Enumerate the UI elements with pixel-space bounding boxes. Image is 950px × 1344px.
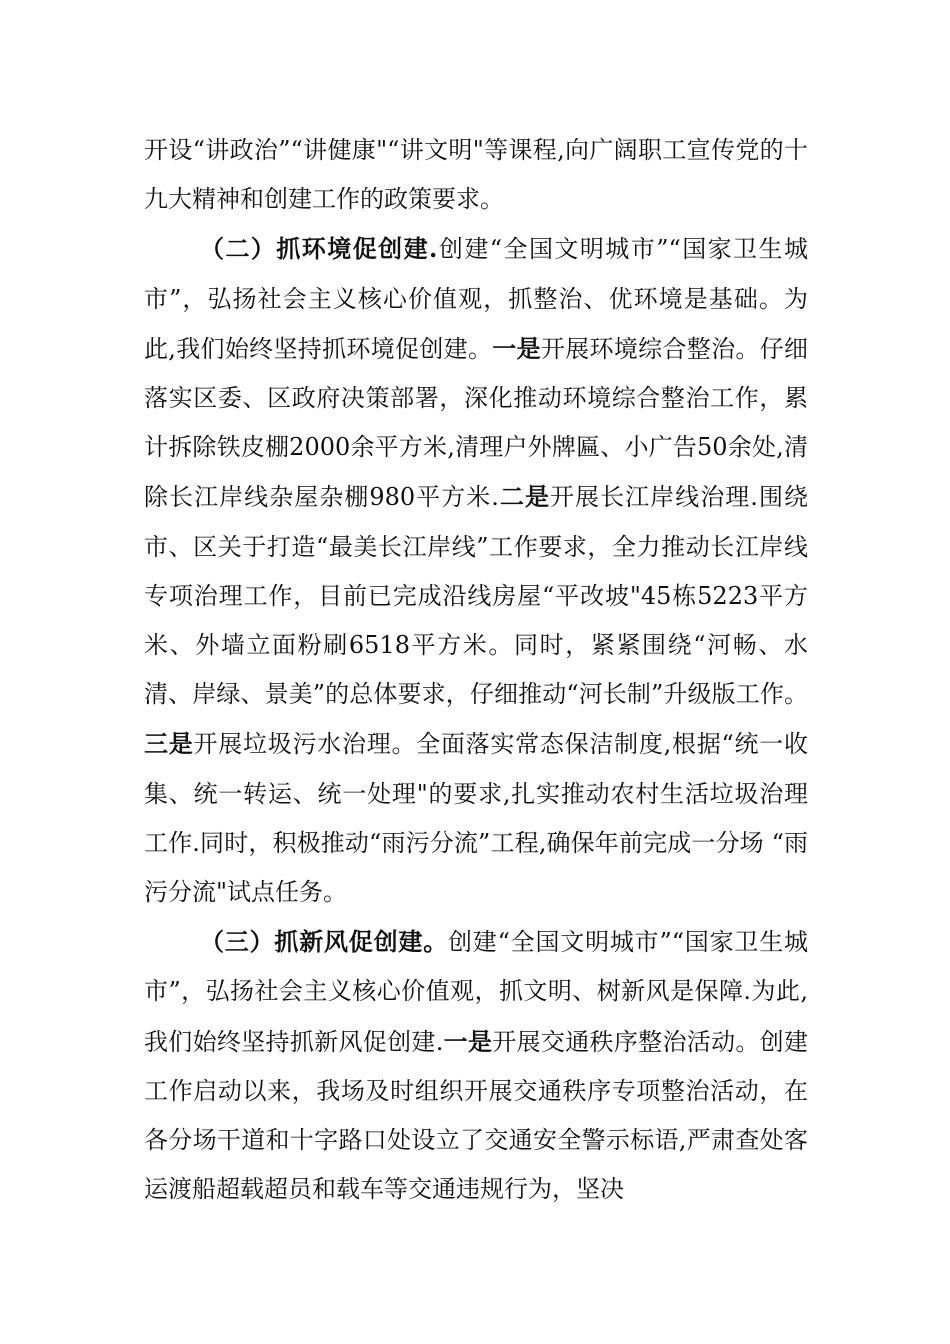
paragraph-3-text: 开展交通秩序整治活动。创建工作启动以来，我场及时组织开展交通秩序专项整治活动，在各分场干道和十字路口处设立了交通安全警示标语,严肃查处客运渡船超载超员和载车等交通违规行为，坚决: [144, 1027, 808, 1204]
item-marker-3: 三是: [144, 729, 194, 759]
paragraph-1-text: 开设“讲政治”“讲健康"“讲文明"等课程,向广阔职工宣传党的十九大精神和创建工作的政策要求。: [144, 136, 808, 214]
item-marker-1: 一是: [492, 333, 541, 363]
section-heading-3: （三）抓新风促创建。: [200, 927, 448, 957]
item-marker-1: 一是: [443, 1026, 493, 1056]
paragraph-2-text: 开展长江岸线治理.围绕市、区关于打造“最美长江岸线”工作要求，全力推动长江岸线专项治理工作，目前已完成沿线房屋“平改坡"45栋5223平方米、外墙立面粉刷6518平方米。同时，紧紧围绕“河畅、水清、岸绿、景美”的总体要求，仔细推动“河长制”升级版工作。: [144, 483, 808, 709]
paragraph-1: [144, 126, 808, 224]
paragraph-3-text: 创建“全国文明城市”“国家卫生城市”，弘扬社会主义核心价值观，抓文明、树新风是保障.为此,我们始终坚持抓新风促创建.: [144, 928, 809, 1056]
paragraph-2-text: 开展环境综合整治。仔细落实区委、区政府决策部署，深化推动环境综合整治工作，累计拆除铁皮棚2000余平方米,清理户外牌匾、小广告50余处,清除长江岸线杂屋杂棚980平方米.: [144, 334, 809, 512]
paragraph-2: [144, 224, 808, 917]
paragraph-2-text: 开展垃圾污水治理。全面落实常态保洁制度,根据“统一收集、统一转运、统一处理"的要求,扎实推动农村生活垃圾治理工作.同时，积极推动“雨污分流”工程,确保年前完成一分场 “雨污分流"试点任务。: [144, 730, 809, 907]
section-heading-2: （二）抓环境促创建.: [200, 234, 438, 264]
item-marker-2: 二是: [498, 482, 551, 512]
paragraph-2-text: 创建“全国文明城市”“国家卫生城市”，弘扬社会主义核心价值观，抓整治、优环境是基础。为此,我们始终坚持抓环境促创建。: [144, 235, 808, 363]
paragraph-3: [144, 917, 808, 1214]
document-body: [144, 126, 808, 1214]
